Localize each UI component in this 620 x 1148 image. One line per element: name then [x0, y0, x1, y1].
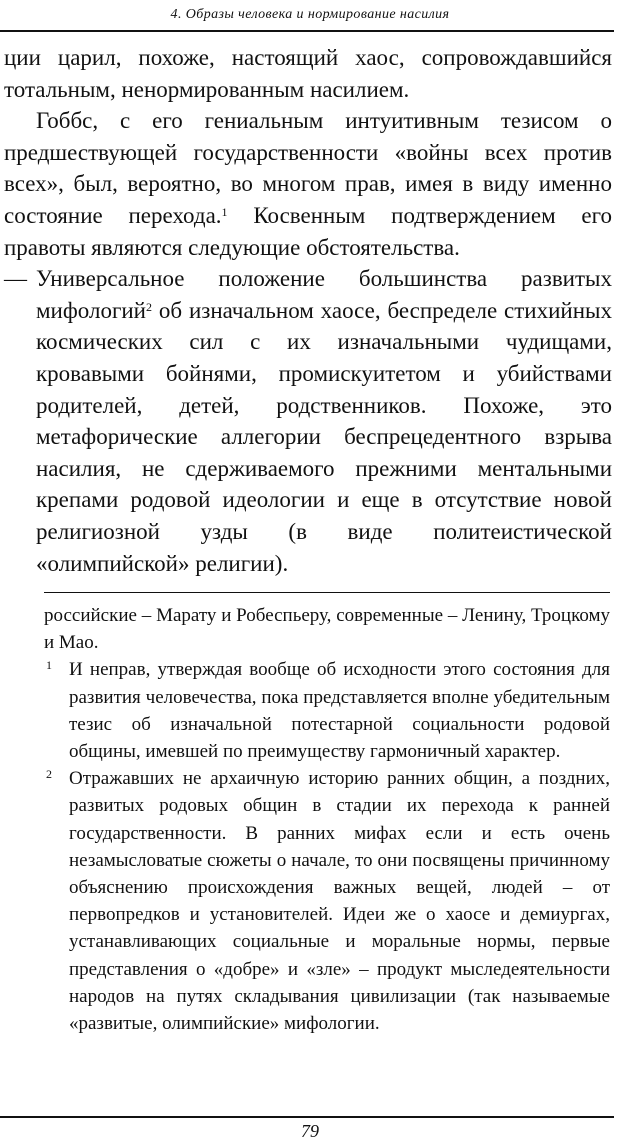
- footnote-continuation: российские – Марату и Робеспьеру, современные – Ленину, Троцкому и Мао.: [44, 605, 610, 654]
- footnote-text: И неправ, утверждая вообще об исходности этого состояния для развития человечества, пока представляется вполне убедительным тезис об изначальной потестарной социальности родовой общины, имевшей по преимуществу гармоничный характер.: [69, 659, 610, 763]
- list-item: [4, 263, 612, 579]
- paragraph-hobbes-text: Гоббс, с его гениальным интуитивным тезисом о предшествующей государственности «войны всех против всех», был, вероятно, во многом прав, имея в виду именно состояние перехода.: [4, 108, 612, 228]
- footnote-text: Отражавших не архаичную историю ранних общин, а поздних, развитых родовых общин в стадии их перехода к ранней государственности. В ранних мифах если и есть очень незамысловатые сюжеты о начале, то они посвящены причинному объяснению происхождения важных вещей, людей – от первопредков и установителей. Идеи же о хаосе и демиургах, устанавливающих социальные и моральные нормы, первые представления о «добре» и «зле» – продукт мыследеятельности народов на путях складывания цивилизации (так называемые «развитые, олимпийские» мифологии.: [69, 768, 610, 1035]
- dash-marker: —: [4, 266, 27, 292]
- running-header: [0, 2, 620, 32]
- footnote-separator: [44, 592, 610, 593]
- list-item-tail: об изначальном хаосе, беспределе стихийных космических сил с их изначальными чудищами, кровавыми бойнями, промискуитетом и убийствами родителей, детей, родственников. Похоже, это метафорические аллегории беспрецедентного взрыва насилия, не сдерживаемого прежними ментальными крепами родовой идеологии и еще в отсутствие новой религиозной узды (в виде политеистической «олимпийской» религии).: [36, 297, 612, 576]
- running-title: 4. Образы человека и нормирование насилия: [170, 7, 450, 22]
- paragraph-continuation: ции царил, похоже, настоящий хаос, сопровождавшийся тотальным, ненормированным насилием.: [4, 45, 612, 102]
- main-text: [4, 42, 612, 579]
- header-rule: [0, 30, 614, 32]
- footnote: [44, 765, 610, 1037]
- footnote-ref-1: 1: [221, 204, 228, 219]
- footnotes: [44, 602, 610, 1037]
- footnote-number: 1: [46, 658, 52, 673]
- list-item-text: Универсальное положение большинства развитых мифологий: [36, 266, 612, 323]
- footnote: [44, 656, 610, 765]
- footnote-ref-2: 2: [146, 299, 152, 314]
- bottom-rule: [0, 1116, 614, 1118]
- paragraph-hobbes: [4, 105, 612, 263]
- paragraph-hobbes-tail: Косвенным подтверждением его правоты являются следующие обстоятельства.: [4, 202, 612, 260]
- footnote-number: 2: [46, 767, 52, 782]
- page-number: 79: [301, 1121, 319, 1141]
